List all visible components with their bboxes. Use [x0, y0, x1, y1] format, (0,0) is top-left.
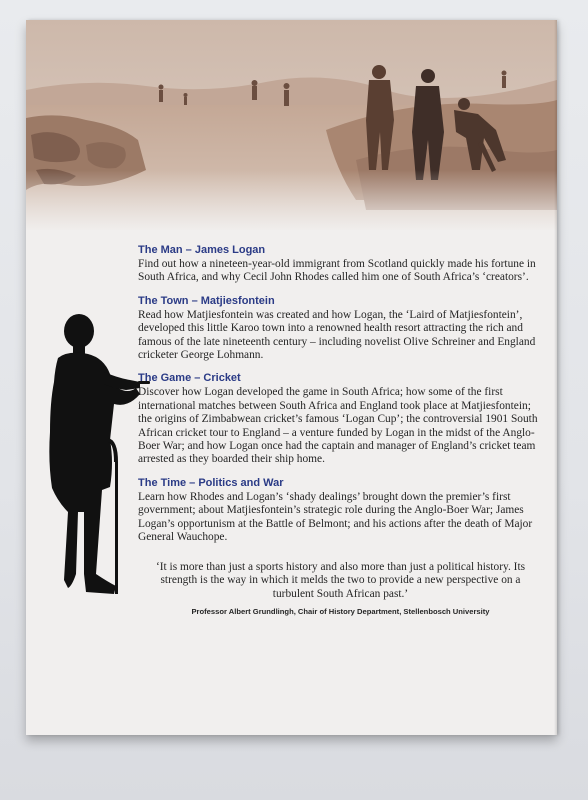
section-heading: The Time – Politics and War: [138, 476, 284, 489]
book-back-cover: [26, 20, 557, 735]
section-body: Discover how Logan developed the game in South Africa; how some of the first international matches between South Africa and England took place at Matjiesfontein; the origins of Zimbabwean cricket’s famous ‘Logan Cup’; the controversial 1901 South African cricket tour to England – a venture funded by Logan in the midst of the Anglo-Boer War; and how Logan once had the captain and manager of England’s cricket team arrested as they boarded their ship home.: [138, 386, 538, 466]
section-the-game: [138, 372, 543, 466]
section-the-man: [138, 244, 543, 285]
section-body: Read how Matjiesfontein was created and how Logan, the ‘Laird of Matjiesfontein’, developed this little Karoo town into a renowned health resort attracting the rich and famous of the late nineteenth century – including novelist Olive Schreiner and England cricketer George Lohmann.: [138, 308, 536, 362]
blurb-content: [138, 244, 543, 619]
review-quote: ‘It is more than just a sports history and also more than just a political history. Its strength is the way in which it melds the two to provide a new perspective on a turbulent South African past.’: [155, 560, 526, 600]
photo-fade: [26, 170, 557, 232]
section-body: Learn how Rhodes and Logan’s ‘shady dealings’ brought down the premier’s first government; about Matjiesfontein’s strategic role during the Anglo-Boer War; James Logan’s opportunism at the Battle of Belmont; and his actions after the death of Major General Wauchope.: [138, 490, 533, 544]
section-body: Find out how a nineteen-year-old immigrant from Scotland quickly made his fortune in South Africa, and why Cecil John Rhodes called him one of South Africa’s ‘creators’.: [138, 258, 536, 284]
section-heading: The Town – Matjiesfontein: [138, 294, 275, 307]
section-the-town: [138, 295, 543, 363]
section-the-time: [138, 477, 543, 545]
section-heading: The Man – James Logan: [138, 244, 266, 256]
quote-attribution: Professor Albert Grundlingh, Chair of History Department, Stellenbosch University: [191, 607, 490, 617]
man-silhouette: [44, 312, 152, 607]
section-heading: The Game – Cricket: [138, 372, 241, 385]
